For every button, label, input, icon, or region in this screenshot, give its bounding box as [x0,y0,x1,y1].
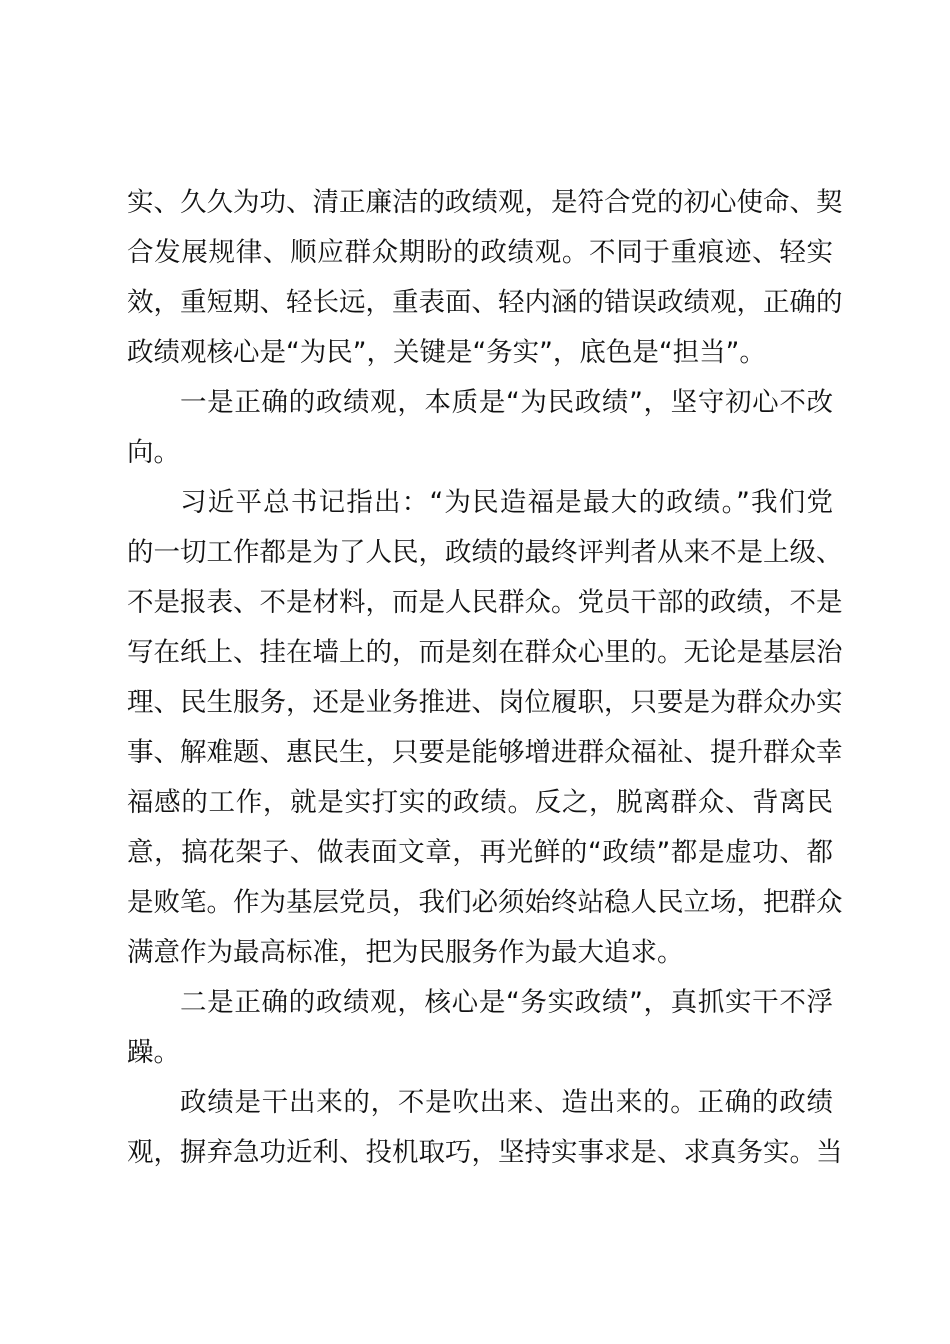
text-line: 效，重短期、轻长远，重表面、轻内涵的错误政绩观，正确的 [127,287,843,318]
section-heading-line: 向。 [127,437,180,468]
document-body [127,178,843,1178]
text-line: 满意作为最高标准，把为民服务作为最大追求。 [127,937,684,968]
text-line: 实、久久为功、清正廉洁的政绩观，是符合党的初心使命、契 [127,187,843,218]
text-line: 是败笔。作为基层党员，我们必须始终站稳人民立场，把群众 [127,887,843,918]
text-line: 政绩是干出来的，不是吹出来、造出来的。正确的政绩 [180,1087,833,1118]
text-line: 的一切工作都是为了人民，政绩的最终评判者从来不是上级、 [127,537,843,568]
text-line: 观，摒弃急功近利、投机取巧，坚持实事求是、求真务实。当 [127,1137,843,1168]
text-line: 政绩观核心是“为民”，关键是“务实”，底色是“担当”。 [127,337,766,368]
text-line: 合发展规律、顺应群众期盼的政绩观。不同于重痕迹、轻实 [127,237,833,268]
text-line: 写在纸上、挂在墙上的，而是刻在群众心里的。无论是基层治 [127,637,843,668]
text-line: 不是报表、不是材料，而是人民群众。党员干部的政绩，不是 [127,587,843,618]
text-line: 福感的工作，就是实打实的政绩。反之，脱离群众、背离民 [127,787,833,818]
text-line: 习近平总书记指出：“为民造福是最大的政绩。”我们党 [180,487,833,518]
section-heading-line: 躁。 [127,1037,180,1068]
text-line: 事、解难题、惠民生，只要是能够增进群众福祉、提升群众幸 [127,737,843,768]
text-line: 理、民生服务，还是业务推进、岗位履职，只要是为群众办实 [127,687,843,718]
section-heading-line: 一是正确的政绩观，本质是“为民政绩”，坚守初心不改 [180,387,833,418]
text-line: 意，搞花架子、做表面文章，再光鲜的“政绩”都是虚功、都 [127,837,833,868]
section-heading-line: 二是正确的政绩观，核心是“务实政绩”，真抓实干不浮 [180,987,833,1018]
